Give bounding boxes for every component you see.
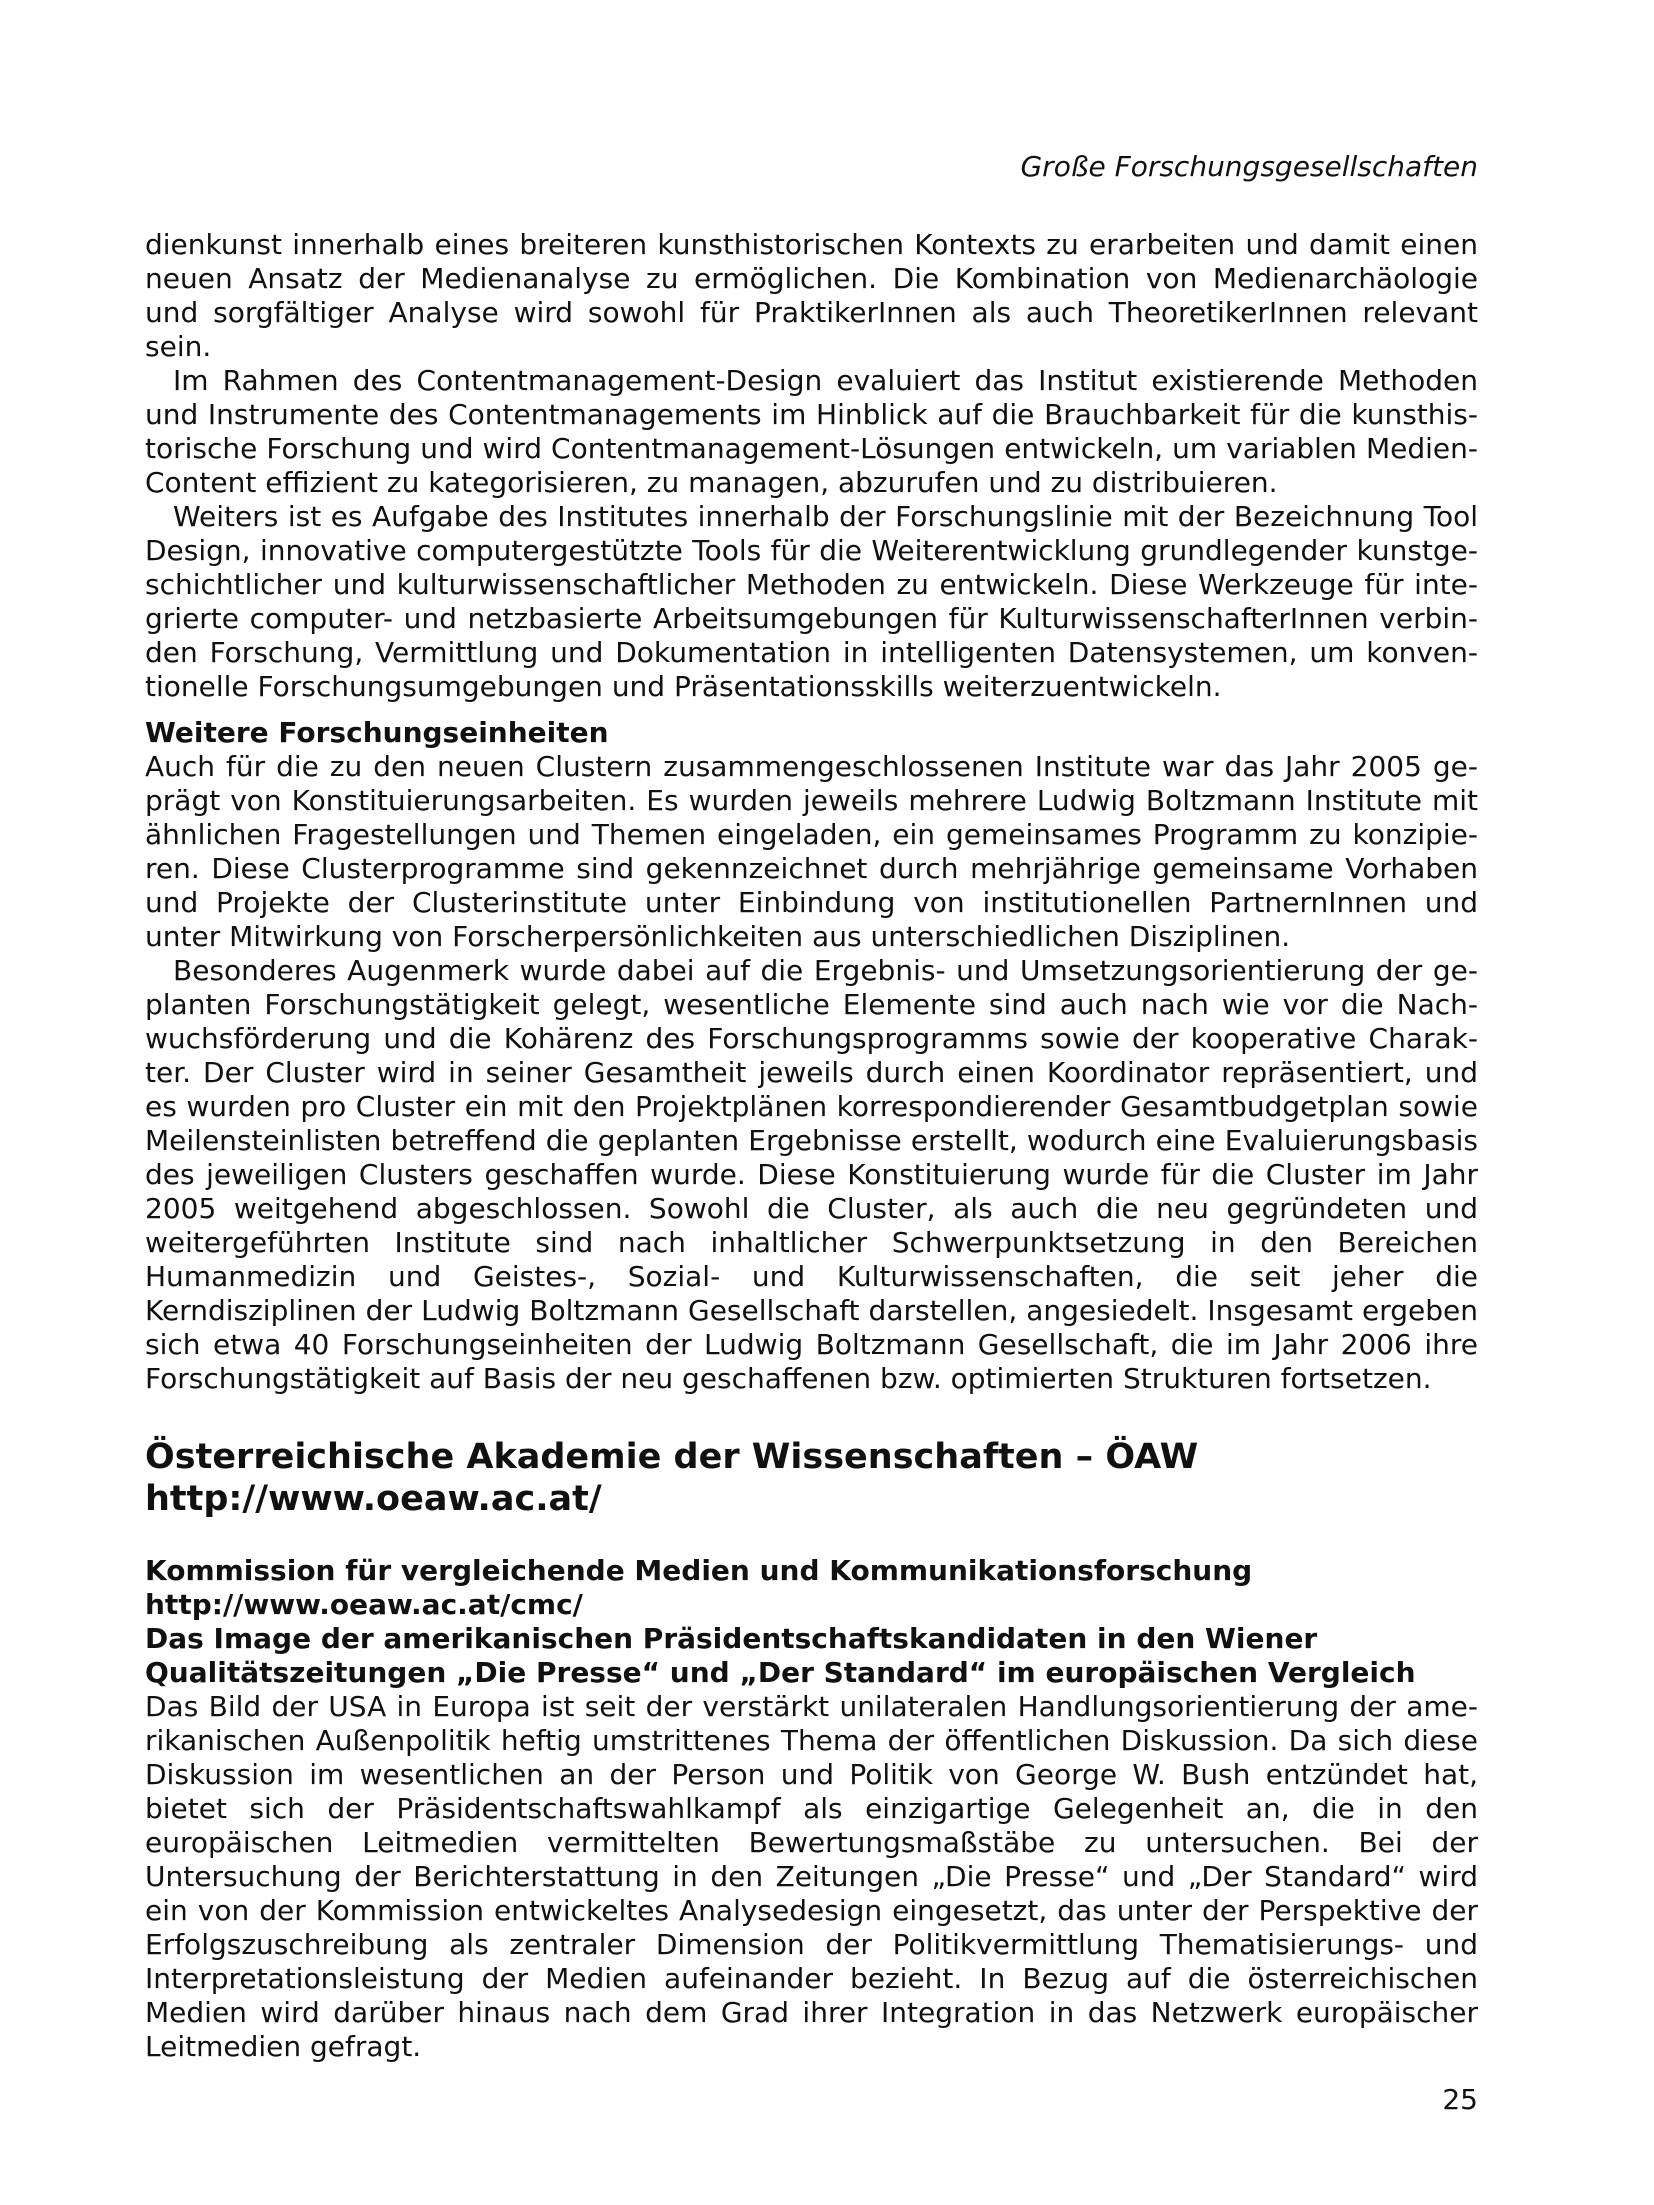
section-title-oeaw: Österreichische Akademie der Wissenschaften – ÖAW	[145, 1437, 1199, 1477]
paragraph: dienkunst innerhalb eines breiteren kunsthistorischen Kontexts zu erarbeiten und damit einen neuen Ansatz der Medienanalyse zu ermöglichen. Die Kombination von Medienarchäologie und sorgfältiger Analyse wird sowohl für PraktikerInnen als auch TheoretikerInnen relevant sein.	[145, 228, 1478, 363]
oeaw-url[interactable]: http://www.oeaw.ac.at/	[145, 1479, 602, 1519]
project-title-line-1: Das Image der amerikanischen Präsidentschaftskandidaten in den Wiener	[145, 1622, 1318, 1655]
page-number: 25	[1442, 2083, 1478, 2116]
paragraph: Im Rahmen des Contentmanagement-Design evaluiert das Institut existierende Methoden und Instrumente des Contentmanagements im Hinblick auf die Brauchbarkeit für die kunsthistorische Forschung und wird Contentmanagement-Lösungen entwickeln, um variablen MedienContent effizient zu kategorisieren, zu managen, abzurufen und zu distribuieren.	[145, 364, 1478, 499]
running-head: Große Forschungsgesellschaften	[1020, 150, 1478, 183]
project-title-line-2: Qualitätszeitungen „Die Presse“ und „Der Standard“ im europäischen Vergleich	[145, 1656, 1416, 1689]
spacer	[145, 1396, 1478, 1436]
paragraph: Besonderes Augenmerk wurde dabei auf die Ergebnis- und Umsetzungsorientierung der geplanten Forschungstätigkeit gelegt, wesentliche Elemente sind auch nach wie vor die Nachwuchsförderung und die Kohärenz des Forschungsprogramms sowie der kooperative Charakter. Der Cluster wird in seiner Gesamtheit jeweils durch einen Koordinator repräsentiert, und es wurden pro Cluster ein mit den Projektplänen korrespondierender Gesamtbudgetplan sowie Meilensteinlisten betreffend die geplanten Ergebnisse erstellt, wodurch eine Evaluierungsbasis des jeweiligen Clusters geschaffen wurde. Diese Konstituierung wurde für die Cluster im Jahr 2005 weitgehend abgeschlossen. Sowohl die Cluster, als auch die neu gegründeten und weitergeführten Institute sind nach inhaltlicher Schwerpunktsetzung in den Bereichen Humanmedizin und Geistes-, Sozial- und Kulturwissenschaften, die seit jeher die Kerndisziplinen der Ludwig Boltzmann Gesellschaft darstellen, angesiedelt. Insgesamt ergeben sich etwa 40 Forschungseinheiten der Ludwig Boltzmann Gesellschaft, die im Jahr 2006 ihre Forschungstätigkeit auf Basis der neu geschaffenen bzw. optimierten Strukturen fortsetzen.	[145, 954, 1478, 1395]
document-page	[145, 0, 1478, 2205]
commission-heading: Kommission für vergleichende Medien und Kommunikationsforschung	[145, 1554, 1253, 1587]
section-heading-weitere: Weitere Forschungseinheiten	[145, 716, 609, 749]
paragraph: Auch für die zu den neuen Clustern zusammengeschlossenen Institute war das Jahr 2005 geprägt von Konstituierungsarbeiten. Es wurden jeweils mehrere Ludwig Boltzmann Institute mit ähnlichen Fragestellungen und Themen eingeladen, ein gemeinsames Programm zu konzipieren. Diese Clusterprogramme sind gekennzeichnet durch mehrjährige gemeinsame Vorhaben und Projekte der Clusterinstitute unter Einbindung von institutionellen PartnernInnen und unter Mitwirkung von Forscherpersönlichkeiten aus unterschiedlichen Disziplinen.	[145, 750, 1478, 953]
page-body	[145, 228, 1478, 2064]
commission-url[interactable]: http://www.oeaw.ac.at/cmc/	[145, 1588, 583, 1621]
paragraph: Weiters ist es Aufgabe des Institutes innerhalb der Forschungslinie mit der Bezeichnung Tool Design, innovative computergestützte Tools für die Weiterentwicklung grundlegender kunstgeschichtlicher und kulturwissenschaftlicher Methoden zu entwickeln. Diese Werkzeuge für integrierte computer- und netzbasierte Arbeitsumgebungen für KulturwissenschafterInnen verbinden Forschung, Vermittlung und Dokumentation in intelligenten Datensystemen, um konventionelle Forschungsumgebungen und Präsentationsskills weiterzuentwickeln.	[145, 500, 1478, 703]
paragraph: Das Bild der USA in Europa ist seit der verstärkt unilateralen Handlungsorientierung der amerikanischen Außenpolitik heftig umstrittenes Thema der öffentlichen Diskussion. Da sich diese Diskussion im wesentlichen an der Person und Politik von George W. Bush entzündet hat, bietet sich der Präsidentschaftswahlkampf als einzigartige Gelegenheit an, die in den europäischen Leitmedien vermittelten Bewertungsmaßstäbe zu untersuchen. Bei der Untersuchung der Berichterstattung in den Zeitungen „Die Presse“ und „Der Standard“ wird ein von der Kommission entwickeltes Analysedesign eingesetzt, das unter der Perspektive der Erfolgszuschreibung als zentraler Dimension der Politikvermittlung Thematisierungs- und Interpretationsleistung der Medien aufeinander bezieht. In Bezug auf die österreichischen Medien wird darüber hinaus nach dem Grad ihrer Integration in das Netzwerk europäischer Leitmedien gefragt.	[145, 1690, 1478, 2063]
spacer	[145, 1520, 1478, 1554]
spacer	[145, 704, 1478, 716]
